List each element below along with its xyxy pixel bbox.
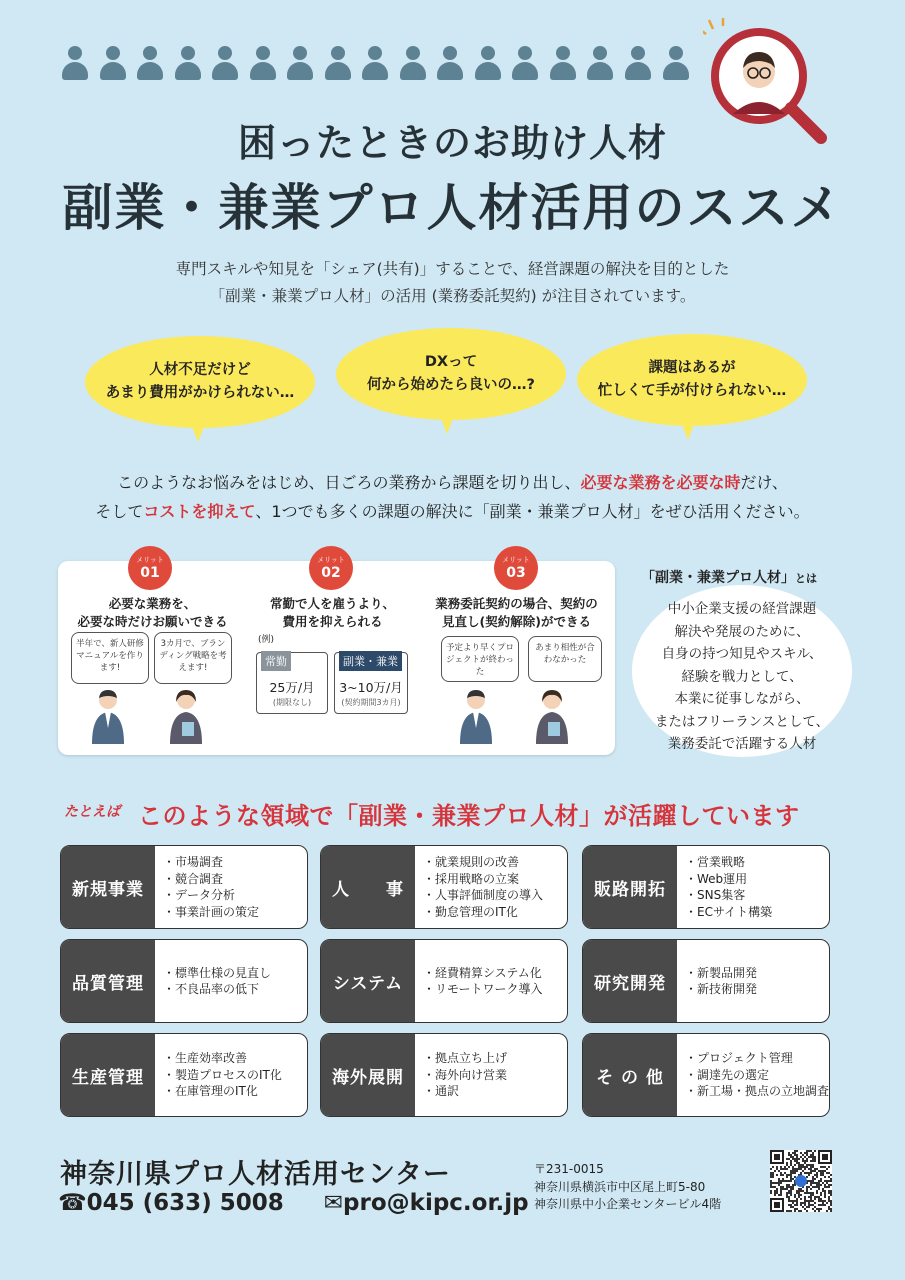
person-icon bbox=[135, 46, 165, 82]
domain-label: 研究開発 bbox=[583, 940, 677, 1022]
concern-bubble: DXって 何から始めたら良いの…? bbox=[336, 328, 566, 434]
merit-badge: メリット 03 bbox=[494, 546, 538, 590]
domain-item: ・就業規則の改善 bbox=[423, 855, 520, 869]
merit-heading: 常勤で人を雇うより、 費用を抑えられる bbox=[269, 596, 395, 629]
concern-text: このようなお悩みをはじめ、日ごろの業務から課題を切り出し、必要な業務を必要な時だけ、 そしてコストを抑えて、1つでも多くの課題の解決に「副業・兼業プロ人材」をぜひ活用ください。 bbox=[95, 473, 810, 521]
address: 〒231-0015 神奈川県横浜市中区尾上町5-80 神奈川県中小企業センタービル4階 bbox=[534, 1162, 722, 1211]
definition-text bbox=[632, 598, 852, 756]
person-icon bbox=[548, 46, 578, 82]
speech-bubble: 3カ月で、ブランディング戦略を考えます! bbox=[154, 632, 232, 684]
qr-code[interactable] bbox=[770, 1150, 832, 1212]
phone-number[interactable]: ☎045 (633) 5008 bbox=[58, 1190, 284, 1216]
domain-item: ・経費精算システム化 bbox=[423, 965, 542, 980]
domain-item: ・不良品率の低下 bbox=[163, 982, 260, 996]
example-prefix: たとえば bbox=[64, 804, 120, 820]
merit-heading: 必要な業務を、 必要な時だけお願いできる bbox=[77, 596, 228, 629]
domain-item: ・製造プロセスのIT化 bbox=[163, 1067, 282, 1082]
person-icon bbox=[398, 46, 428, 82]
domain-card bbox=[60, 845, 308, 929]
businessman-icon bbox=[88, 688, 128, 744]
domain-label: 人 事 bbox=[321, 846, 415, 928]
concern-bubble: 課題はあるが 忙しくて手が付けられない… bbox=[577, 334, 807, 440]
domain-item: ・標準仕様の見直し bbox=[163, 965, 272, 980]
domain-item: ・勤怠管理のIT化 bbox=[423, 904, 518, 919]
person-icon bbox=[623, 46, 653, 82]
examples-heading: このような領域で「副業・兼業プロ人材」が活躍しています bbox=[138, 802, 800, 830]
person-icon bbox=[285, 46, 315, 82]
domain-card bbox=[582, 939, 830, 1023]
merit-badge: メリット 02 bbox=[309, 546, 353, 590]
domain-item: ・事業計画の策定 bbox=[163, 904, 260, 919]
definition-title: 「副業・兼業プロ人材」とは bbox=[641, 570, 817, 586]
domain-item: ・採用戦略の立案 bbox=[423, 871, 520, 886]
domain-item-list bbox=[415, 940, 567, 1022]
email-link[interactable]: ✉pro@kipc.or.jp bbox=[323, 1190, 529, 1216]
domain-item: ・新技術開発 bbox=[685, 982, 758, 996]
domain-card bbox=[320, 845, 568, 929]
domain-label: 新規事業 bbox=[61, 846, 155, 928]
domain-label: 生産管理 bbox=[61, 1034, 155, 1116]
person-icon bbox=[473, 46, 503, 82]
contact-info bbox=[58, 1190, 529, 1216]
domain-item: ・調達先の選定 bbox=[685, 1067, 770, 1082]
intro-text: 専門スキルや知見を「シェア(共有)」することで、経営課題の解決を目的とした 「副業・兼業プロ人材」の活用 (業務委託契約) が注目されています。 bbox=[175, 260, 730, 305]
domain-item-list bbox=[677, 1034, 829, 1116]
speech-bubble: 予定より早くプロジェクトが終わった bbox=[441, 636, 519, 682]
merit-heading: 業務委託契約の場合、契約の 見直し(契約解除)ができる bbox=[435, 596, 598, 629]
domain-card bbox=[582, 1033, 830, 1117]
domain-label: そ の 他 bbox=[583, 1034, 677, 1116]
domain-item: ・拠点立ち上げ bbox=[423, 1051, 508, 1066]
person-icon bbox=[360, 46, 390, 82]
businesswoman-icon bbox=[166, 688, 206, 744]
person-icon bbox=[248, 46, 278, 82]
definition-line: 業務委託で活躍する人材 bbox=[667, 736, 817, 752]
domain-item: ・市場調査 bbox=[163, 855, 224, 869]
domain-label: システム bbox=[321, 940, 415, 1022]
page-subtitle: 困ったときのお助け人材 bbox=[237, 121, 667, 165]
person-icon bbox=[510, 46, 540, 82]
businesswoman-icon bbox=[532, 688, 572, 744]
merit-badge: メリット 01 bbox=[128, 546, 172, 590]
businessman-icon bbox=[456, 688, 496, 744]
definition-line: またはフリーランスとして、 bbox=[654, 713, 830, 730]
person-icon bbox=[60, 46, 90, 82]
domain-item: ・競合調査 bbox=[163, 871, 224, 886]
concern-bubble: 人材不足だけど あまり費用がかけられない… bbox=[85, 336, 315, 442]
domain-item-list bbox=[415, 1034, 567, 1116]
person-icon bbox=[210, 46, 240, 82]
domain-card bbox=[582, 845, 830, 929]
person-icon bbox=[173, 46, 203, 82]
person-icon bbox=[585, 46, 615, 82]
definition-line: 経験を戦力として、 bbox=[681, 668, 803, 685]
domain-item: ・リモートワーク導入 bbox=[423, 982, 543, 996]
domain-item: ・新製品開発 bbox=[685, 965, 758, 980]
page-title: 副業・兼業プロ人材活用のススメ bbox=[62, 179, 843, 237]
person-icon bbox=[98, 46, 128, 82]
domain-item-list bbox=[155, 940, 307, 1022]
domain-item: ・在庫管理のIT化 bbox=[163, 1084, 258, 1099]
domain-item: ・通訳 bbox=[423, 1084, 460, 1099]
domain-item: ・人事評価制度の導入 bbox=[423, 888, 544, 902]
domain-item: ・海外向け営業 bbox=[423, 1067, 508, 1082]
domain-label: 海外展開 bbox=[321, 1034, 415, 1116]
domain-item: ・Web運用 bbox=[685, 871, 748, 886]
domain-item: ・新工場・拠点の立地調査 bbox=[685, 1084, 830, 1099]
domain-item: ・営業戦略 bbox=[685, 855, 746, 869]
organization-name: 神奈川県プロ人材活用センター bbox=[60, 1159, 451, 1190]
speech-bubble: あまり相性が合わなかった bbox=[528, 636, 602, 682]
domain-item-list bbox=[415, 846, 567, 928]
domain-item: ・データ分析 bbox=[163, 888, 236, 902]
domain-item: ・SNS集客 bbox=[685, 888, 746, 902]
definition-line: 中小企業支援の経営課題 bbox=[667, 601, 817, 617]
domain-item-list bbox=[677, 846, 829, 928]
domain-item: ・生産効率改善 bbox=[163, 1051, 248, 1066]
domain-item-list bbox=[155, 846, 307, 928]
domain-card bbox=[320, 939, 568, 1023]
domain-label: 販路開拓 bbox=[583, 846, 677, 928]
domain-card bbox=[60, 939, 308, 1023]
domain-item-list bbox=[155, 1034, 307, 1116]
speech-bubble: 半年で、新人研修マニュアルを作ります! bbox=[71, 632, 149, 684]
domain-item-list bbox=[677, 940, 829, 1022]
regular-cost-box: 常勤 25万/月 (期限なし) bbox=[256, 652, 328, 714]
example-label: (例) bbox=[258, 635, 275, 645]
domain-item: ・ECサイト構築 bbox=[685, 904, 773, 919]
domain-item: ・プロジェクト管理 bbox=[685, 1051, 793, 1066]
person-icon bbox=[661, 46, 691, 82]
domain-label: 品質管理 bbox=[61, 940, 155, 1022]
definition-line: 自身の持つ知見やスキル、 bbox=[661, 646, 823, 662]
person-icon bbox=[435, 46, 465, 82]
definition-line: 解決や発展のために、 bbox=[674, 623, 810, 640]
person-icon bbox=[323, 46, 353, 82]
domain-card bbox=[320, 1033, 568, 1117]
side-job-cost-box: 副業・兼業 3~10万/月 (契約期間3カ月) bbox=[334, 652, 408, 714]
definition-line: 本業に従事しながら、 bbox=[674, 691, 810, 707]
domain-card bbox=[60, 1033, 308, 1117]
